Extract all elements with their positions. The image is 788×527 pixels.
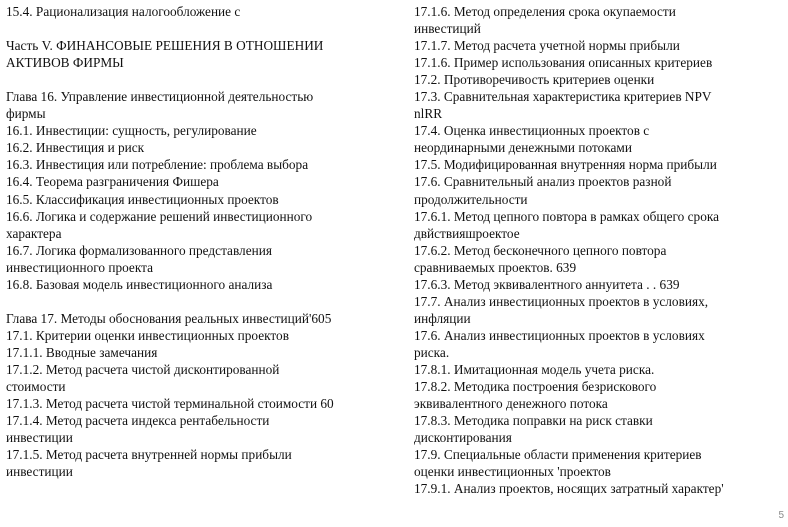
toc-line: 17.4. Оценка инвестиционных проектов с <box>414 123 650 139</box>
toc-line: 17.5. Модифицированная внутренняя норма прибыли <box>414 157 717 173</box>
toc-line: инфляции <box>414 310 471 326</box>
toc-line: 16.3. Инвестиция или потребление: проблема выбора <box>6 157 309 173</box>
toc-line: инвестиций <box>414 21 481 37</box>
blank-line <box>6 293 398 310</box>
toc-line: инвестиционного проекта <box>6 259 153 275</box>
toc-line: 17.1.4. Метод расчета индекса рентабельности <box>6 413 270 429</box>
toc-line: 17.8.1. Имитационная модель учета риска. <box>414 361 655 377</box>
toc-line: АКТИВОВ ФИРМЫ <box>6 55 124 71</box>
blank-line <box>6 71 398 88</box>
toc-line: 16.5. Классификация инвестиционных проектов <box>6 191 279 207</box>
toc-line: 17.6.2. Метод бесконечного цепного повтора <box>414 242 667 258</box>
toc-line: 17.7. Анализ инвестиционных проектов в условиях, <box>414 293 709 309</box>
toc-line: 16.7. Логика формализованного представления <box>6 242 272 258</box>
toc-line: Глава 16. Управление инвестиционной деятельностью <box>6 89 314 105</box>
toc-line: 17.1. Критерии оценки инвестиционных проектов <box>6 327 289 343</box>
toc-line: фирмы <box>6 106 46 122</box>
toc-line: риска. <box>414 344 450 360</box>
toc-line: инвестиции <box>6 430 73 446</box>
toc-line: 17.6.1. Метод цепного повтора в рамках общего срока <box>414 208 720 224</box>
toc-line: 17.9.1. Анализ проектов, носящих затратный характер' <box>414 481 724 497</box>
toc-line: эквивалентного денежного потока <box>414 396 608 412</box>
toc-line: Часть V. ФИНАНСОВЫЕ РЕШЕНИЯ В ОТНОШЕНИИ <box>6 38 324 54</box>
toc-line: 16.8. Базовая модель инвестиционного анализа <box>6 276 273 292</box>
toc-line: оценки инвестиционных 'проектов <box>414 464 611 480</box>
toc-line: nlRR <box>414 106 443 122</box>
toc-line: 17.6.3. Метод эквивалентного аннуитета . . 639 <box>414 276 680 292</box>
toc-line: 15.4. Рационализация налогообложение с <box>6 4 241 19</box>
left-column <box>6 3 398 480</box>
page-number: 5 <box>778 510 784 521</box>
toc-line: сравниваемых проектов. 639 <box>414 259 577 275</box>
toc-line: продолжительности <box>414 191 528 207</box>
toc-line: 16.2. Инвестиция и риск <box>6 140 145 156</box>
toc-line: неординарными денежными потоками <box>414 140 632 156</box>
toc-line: 17.1.7. Метод расчета учетной нормы прибыли <box>414 38 680 54</box>
toc-line: 17.2. Противоречивость критериев оценки <box>414 72 655 88</box>
toc-line: характера <box>6 225 62 241</box>
toc-line: двйствияшроектое <box>414 225 520 241</box>
toc-line: 17.1.2. Метод расчета чистой дисконтированной <box>6 361 280 377</box>
toc-line: 17.1.1. Вводные замечания <box>6 344 158 360</box>
toc-line: дисконтирования <box>414 430 512 446</box>
blank-line <box>6 20 398 37</box>
toc-line: 17.8.3. Методика поправки на риск ставки <box>414 413 653 429</box>
toc-line: 17.9. Специальные области применения критериев <box>414 447 702 463</box>
toc-line: 17.1.6. Пример использования описанных критериев <box>414 55 713 71</box>
toc-line: инвестиции <box>6 464 73 480</box>
toc-line: 17.6. Сравнительный анализ проектов разной <box>414 174 672 190</box>
toc-line: 16.1. Инвестиции: сущность, регулирование <box>6 123 257 139</box>
toc-line: 17.1.5. Метод расчета внутренней нормы прибыли <box>6 447 292 463</box>
toc-line: 17.3. Сравнительная характеристика критериев NPV <box>414 89 712 105</box>
right-column <box>414 3 780 497</box>
toc-line: стоимости <box>6 379 66 395</box>
toc-line: 16.4. Теорема разграничения Фишера <box>6 174 219 190</box>
toc-line: 17.1.3. Метод расчета чистой терминальной стоимости 60 <box>6 396 334 412</box>
toc-line: 17.6. Анализ инвестиционных проектов в условиях <box>414 327 705 343</box>
toc-line: 17.1.6. Метод определения срока окупаемости <box>414 4 676 19</box>
toc-line: 17.8.2. Методика построения безрискового <box>414 379 657 395</box>
toc-line: Глава 17. Методы обоснования реальных инвестиций'605 <box>6 310 332 326</box>
toc-line: 16.6. Логика и содержание решений инвестиционного <box>6 208 313 224</box>
